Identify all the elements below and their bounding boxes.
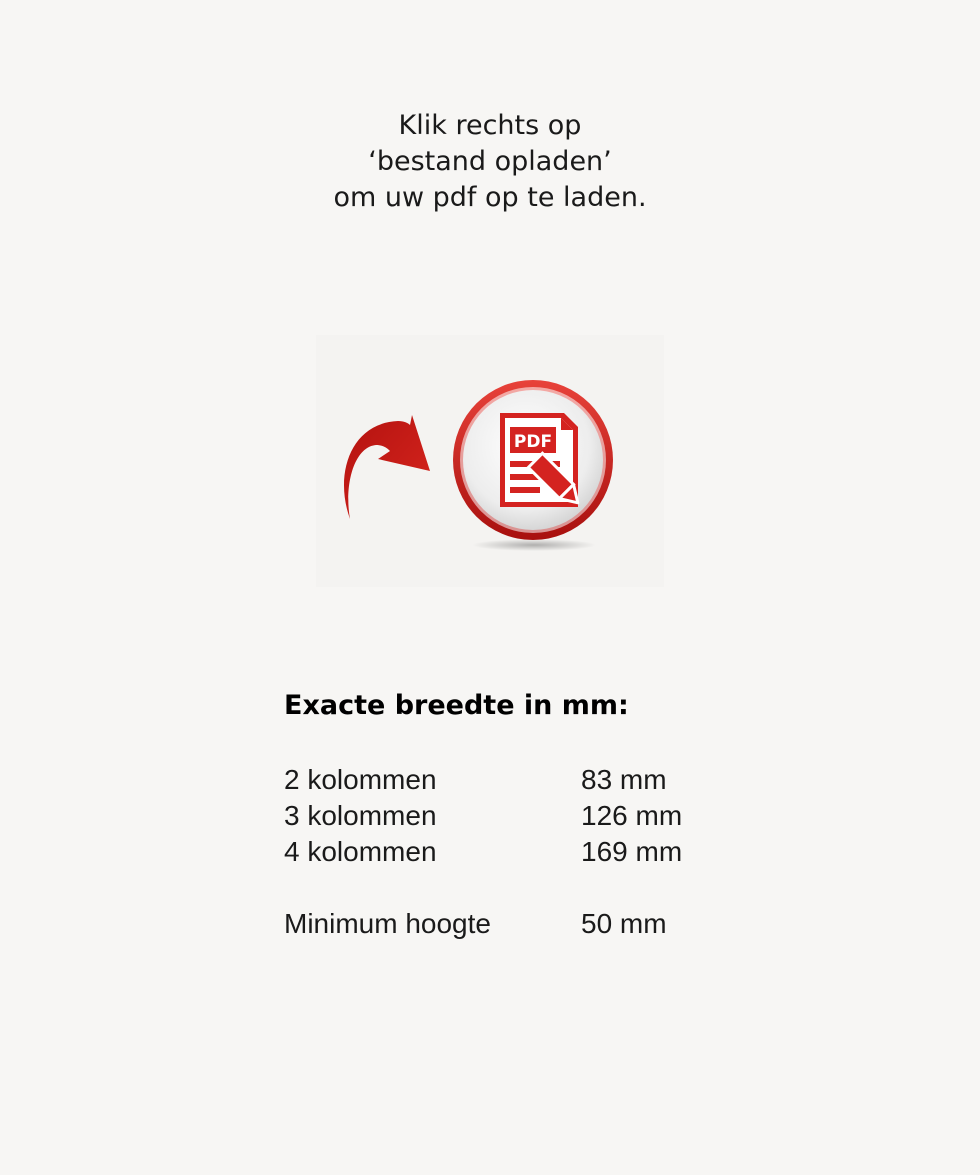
pdf-badge-text: PDF <box>513 432 553 452</box>
specs-title: Exacte breedte in mm: <box>284 690 629 721</box>
width-specifications <box>284 688 744 942</box>
spec-value: 169 mm <box>581 836 683 867</box>
minimum-height-row <box>284 906 744 942</box>
spec-label: 3 kolommen <box>284 800 437 831</box>
instruction-line-3: om uw pdf op te laden. <box>333 182 647 213</box>
pdf-upload-illustration <box>316 335 664 587</box>
spec-value: 126 mm <box>581 800 683 831</box>
pdf-upload-graphic <box>316 335 664 587</box>
spec-label: Minimum hoogte <box>284 908 491 939</box>
curved-arrow-right-icon <box>344 415 430 519</box>
spec-row <box>284 798 744 834</box>
spec-label: 4 kolommen <box>284 836 437 867</box>
instruction-line-1: Klik rechts op <box>398 110 582 141</box>
spec-value: 83 mm <box>581 764 667 795</box>
instruction-line-2: ‘bestand opladen’ <box>368 146 612 177</box>
spec-row <box>284 762 744 798</box>
spec-value: 50 mm <box>581 908 667 939</box>
spec-row <box>284 834 744 870</box>
disc-shadow <box>472 539 596 551</box>
upload-instruction <box>0 108 980 216</box>
spec-label: 2 kolommen <box>284 764 437 795</box>
pdf-edit-icon <box>453 380 613 540</box>
